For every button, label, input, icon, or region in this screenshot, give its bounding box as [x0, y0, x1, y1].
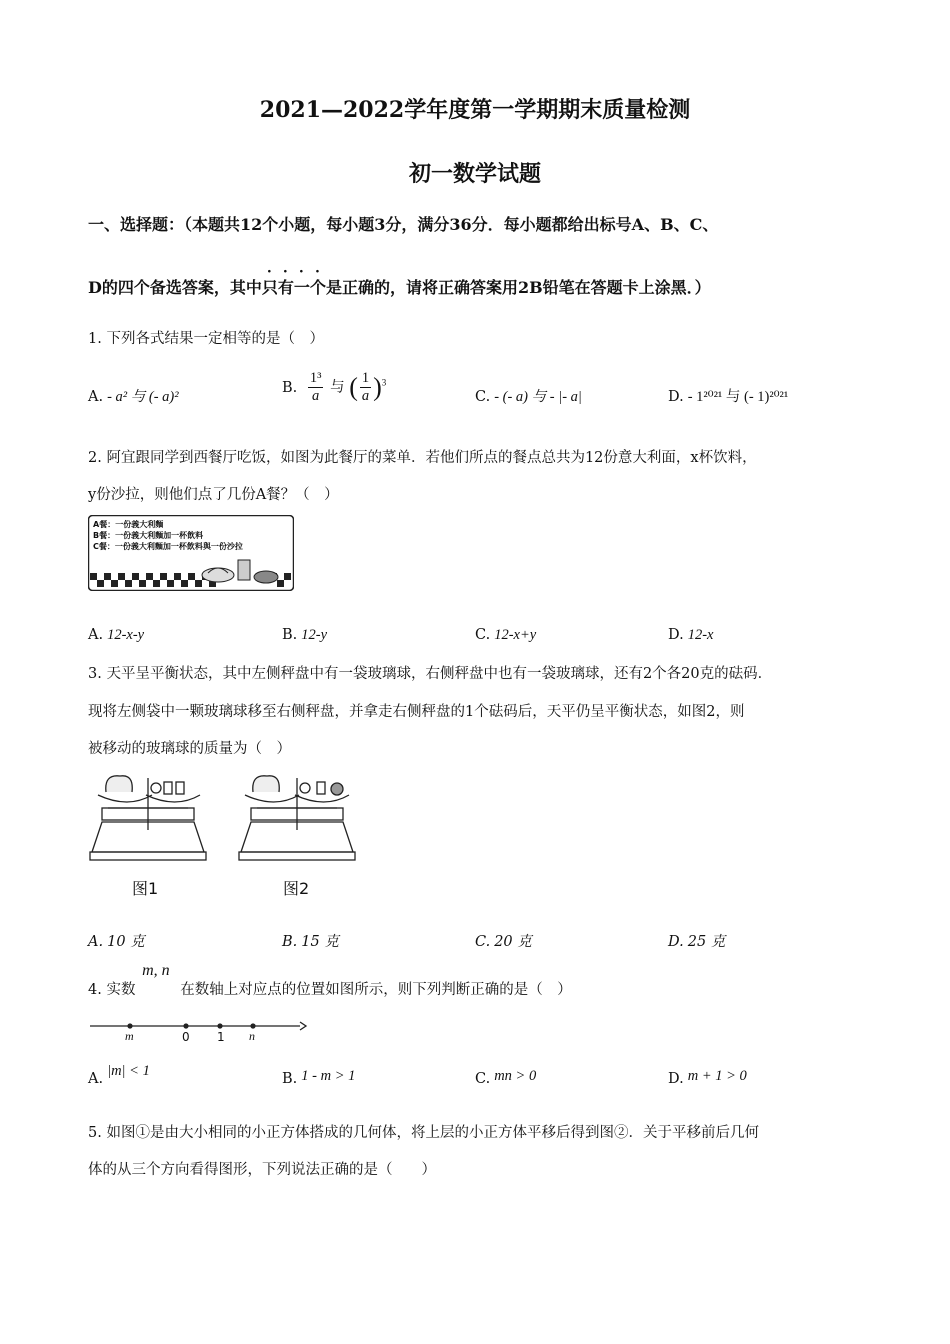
number-line-axis [88, 1017, 308, 1045]
axis-label-1: 1 [217, 1030, 225, 1044]
balance-scale-icon [88, 770, 208, 870]
q2-option-a[interactable]: A. 12-x-y [88, 627, 145, 643]
q2-stem-line2: y份沙拉，则他们点了几份A餐？（ ） [88, 487, 339, 503]
q4-option-c[interactable]: C. mn > 0 [475, 1068, 537, 1087]
fraction: $\frac{\text{1³}}{a}$ [309, 370, 322, 404]
menu-item-c: C餐：一份義大利麵加一杯飲料與一份沙拉 [93, 542, 243, 551]
section-instructions-line1: 一、选择题：（本题共12个小题，每小题3分，满分36分．每小题都给出标号A、B、C、 [88, 215, 719, 234]
exam-title: 2021—2022学年度第一学期期末质量检测 [259, 97, 691, 123]
q3-stem-line3: 被移动的玻璃球的质量为（ ） [88, 741, 291, 757]
q5-stem-line1: 5. 如图①是由大小相同的小正方体搭成的几何体，将上层的小正方体平移后得到图②．关于平移前后几何 [88, 1125, 759, 1141]
axis-label-0: 0 [182, 1030, 190, 1044]
menu-text [93, 519, 243, 552]
q2-option-d[interactable]: D. 12-x [668, 627, 714, 643]
emphasis-char: 个 [309, 278, 326, 297]
q3-option-d[interactable]: D. 25 克 [668, 934, 726, 950]
q1-option-a[interactable]: A. - a² 与 (- a)² [88, 389, 179, 405]
menu-item-a: A餐：一份義大利麵 [93, 520, 164, 529]
emphasis-char: 有 [277, 278, 294, 297]
fig2-caption: 图2 [283, 879, 310, 898]
q3-option-c[interactable]: C. 20 克 [475, 934, 532, 950]
q3-stem-line1: 3. 天平呈平衡状态，其中左侧秤盘中有一袋玻璃球，右侧秤盘中也有一袋玻璃球，还有2个各20克的砝码． [88, 666, 773, 682]
number-line [88, 1017, 308, 1045]
axis-label-n: n [249, 1029, 255, 1043]
q4-option-a[interactable]: A. |m| < 1 [88, 1063, 150, 1087]
point-m [127, 1023, 132, 1028]
emphasis-char: 只 [261, 278, 278, 297]
emphasis-char: 一 [293, 278, 310, 297]
section-instructions-line2: D的四个备选答案，其中只有一个是正确的，请将正确答案用2B铅笔在答题卡上涂黑．） [88, 278, 711, 297]
q2-option-c[interactable]: C. 12-x+y [475, 627, 537, 643]
q5-stem-line2: 体的从三个方向看得图形，下列说法正确的是（ ） [88, 1162, 436, 1178]
balance-scale-icon [237, 770, 357, 870]
q4-option-d[interactable]: D. m + 1 > 0 [668, 1068, 747, 1087]
q2-stem-line1: 2. 阿宜跟同学到西餐厅吃饭，如图为此餐厅的菜单．若他们所点的餐点总共为12份意大利面，x杯饮料， [88, 450, 757, 466]
balance-figure-2 [237, 770, 357, 898]
q3-option-b[interactable]: B. 15 克 [282, 934, 339, 950]
menu-figure [88, 515, 294, 591]
axis-label-m: m [125, 1029, 134, 1043]
q3-stem-line2: 现将左侧袋中一颗玻璃球移至右侧秤盘，并拿走右侧秤盘的1个砝码后，天平仍呈平衡状态，如图2，则 [88, 704, 745, 720]
fig1-caption: 图1 [132, 879, 159, 898]
point-0 [183, 1023, 188, 1028]
q4-option-b[interactable]: B. 1 - m > 1 [282, 1068, 356, 1087]
q4-vars: m, n [142, 962, 170, 979]
point-1 [217, 1023, 222, 1028]
q4-stem: 4. 实数 m, n 在数轴上对应点的位置如图所示，则下列判断正确的是（ ） [88, 962, 572, 998]
fraction: $\frac{1}{a}$ [361, 370, 370, 404]
q1-option-b[interactable]: B. $\frac{\text{1³}}{a}$ 与 ( $\frac{1}{a}$ )$^3$ [282, 370, 387, 404]
point-n [250, 1023, 255, 1028]
exam-subtitle: 初一数学试题 [408, 161, 541, 187]
q1-stem: 1. 下列各式结果一定相等的是（ ） [88, 331, 324, 347]
balance-figure-1 [88, 770, 208, 898]
q3-option-a[interactable]: A. 10 克 [88, 934, 145, 950]
menu-item-b: B餐：一份義大利麵加一杯飲料 [93, 531, 204, 540]
q2-option-b[interactable]: B. 12-y [282, 627, 328, 643]
q1-option-d[interactable]: D. - 1²⁰²¹ 与 (- 1)²⁰²¹ [668, 389, 789, 405]
q1-option-c[interactable]: C. - (- a) 与 - |- a| [475, 389, 582, 405]
